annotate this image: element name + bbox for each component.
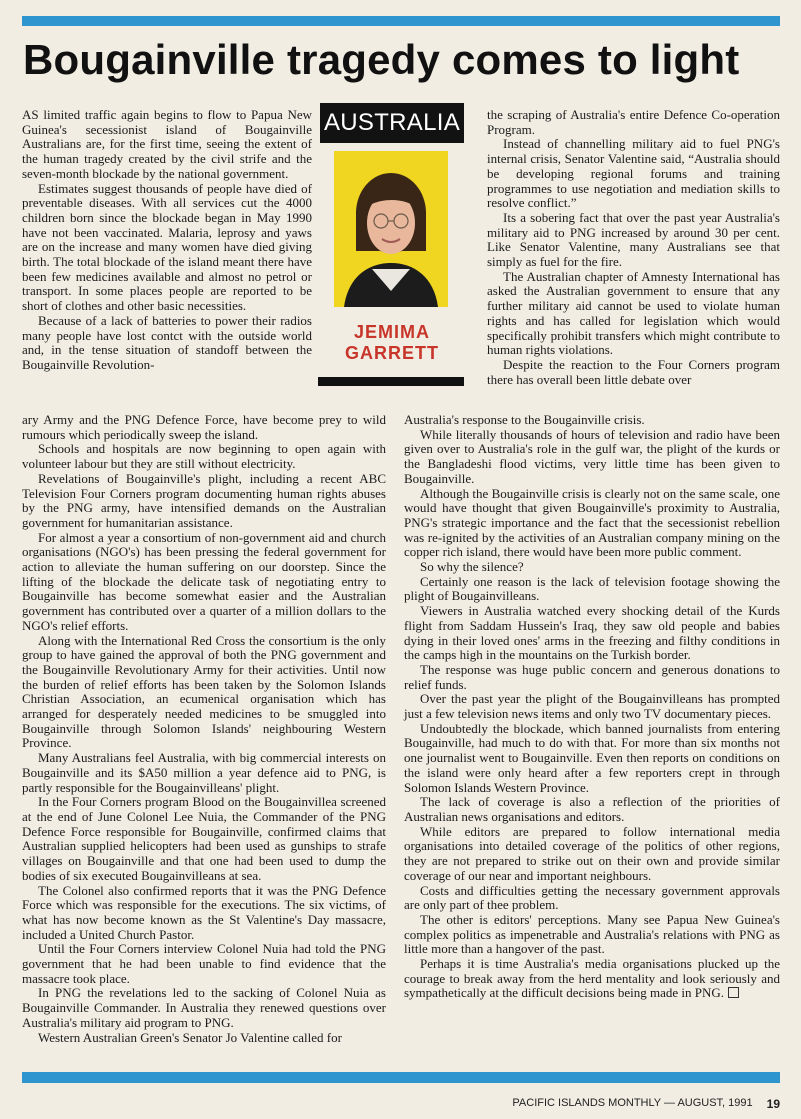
article-paragraph: Australia's response to the Bougainville crisis.: [404, 412, 645, 427]
article-paragraph: Its a sobering fact that over the past year Australia's military aid to PNG increased by around 30 per cent. Like Senator Valentine, many Australians see that simply as fuel for the fire.: [487, 209, 780, 270]
article-paragraph: AS limited traffic again begins to flow to Papua New Guinea's secessionist island of Bougainville Australians are, for the first time, seeing the extent of the human tragedy created by the civil strife and the seven-month blockade by the national government.: [22, 107, 312, 181]
page-number: 19: [766, 1097, 780, 1111]
article-paragraph: Schools and hospitals are now beginning to open again with volunteer labour but they are still without electricity.: [22, 441, 386, 472]
footer-publication: PACIFIC ISLANDS MONTHLY — AUGUST, 1991: [512, 1097, 753, 1109]
article-paragraph: So why the silence?: [420, 559, 524, 575]
article-paragraph: Although the Bougainville crisis is clearly not on the same scale, one would have thought that given Bougainville's proximity to Australia, PNG's strategic importance and the fact that the secessionist rebellion was re-ignited by the activities of an Australian company mining on the copper rich island, there would have been more public comment.: [404, 485, 780, 560]
article-paragraph: Perhaps it is time Australia's media organisations plucked up the courage to break away from the herd mentality and look seriously and sympathetically at the difficult decisions being made in PNG.: [404, 956, 780, 1001]
article-paragraph: The Colonel also confirmed reports that it was the PNG Defence Force which was responsible for the executions. The six victims, of what has now become known as the St Valentine's Day massacre, included a United Church Pastor.: [22, 882, 386, 942]
article-paragraph: Undoubtedly the blockade, which banned journalists from entering Bougainville, had much to do with that. For more than six months not one journalist went to Bougainville. Even then reports on conditions on the island were only heard after a few reporters crept in through Solomon Islands Western Province.: [404, 720, 780, 795]
article-paragraph: Certainly one reason is the lack of television footage showing the plight of Bougainvilleans.: [404, 573, 780, 604]
article-paragraph: Costs and difficulties getting the necessary government approvals are only part of thee problem.: [404, 882, 780, 913]
article-paragraph: While editors are prepared to follow international media organisations into detailed coverage of the politics of other regions, they are not prepared to strike out on their own and provide similar coverage of our near and important neighbours.: [404, 823, 780, 883]
article-paragraph: Along with the International Red Cross the consortium is the only group to have gained the approval of both the PNG government and the Bougainville Revolutionary Army for their activities. Until now the burden of relief efforts has been taken by the Solomon Islands Christian Association, an ecumenical organisation which has arranged for desperately needed medicines to be smuggled into Bougainville through Solomon Islands' neighbouring Western Province.: [22, 632, 386, 751]
article-paragraph: While literally thousands of hours of television and radio have been given over to Australia's role in the gulf war, the plight of the kurds or the Bangladeshi flood victims, very little time has been given to Bougainville.: [404, 426, 780, 486]
author-first-name: JEMIMA: [353, 322, 430, 342]
top-accent-bar: [22, 16, 780, 26]
article-paragraph: Despite the reaction to the Four Corners program there has overall been little debate over: [487, 356, 780, 387]
article-paragraph: Until the Four Corners interview Colonel Nuia had told the PNG government that he had been unable to find evidence that the massacre took place.: [22, 941, 386, 986]
author-last-name: GARRETT: [345, 343, 439, 363]
article-paragraph: The response was huge public concern and generous donations to relief funds.: [404, 661, 780, 692]
article-paragraph: Viewers in Australia watched every shocking detail of the Kurds flight from Saddam Hussein's Iraq, they saw old people and babies dying in their loved ones' arms in the freezing and filthy conditions in the camps high in the mountains on the Turkish border.: [404, 603, 780, 663]
article-column-left-bottom: [22, 413, 386, 1045]
article-paragraph: The Australian chapter of Amnesty International has asked the Australian government to ensure that any further military aid cannot be used to violate human rights and has called for legislation which would specifically prohibit transfers which might contribute to human rights violations.: [487, 268, 780, 358]
page-footer: [500, 1097, 780, 1111]
article-column-left-top: [22, 108, 312, 373]
end-of-article-icon: [728, 987, 739, 998]
author-byline: [320, 322, 464, 364]
article-paragraph: ary Army and the PNG Defence Force, have become prey to wild rumours which periodically sweep the island.: [22, 412, 386, 442]
region-badge: AUSTRALIA: [320, 103, 464, 143]
article-paragraph: the scraping of Australia's entire Defence Co-operation Program.: [487, 107, 780, 137]
headline: Bougainville tragedy comes to light: [23, 36, 740, 83]
article-paragraph: The other is editors' perceptions. Many see Papua New Guinea's complex politics as impenetrable and Australia's relations with PNG as little more than a hangover of the past.: [404, 911, 780, 957]
article-paragraph: Western Australian Green's Senator Jo Valentine called for: [38, 1029, 342, 1045]
article-paragraph: For almost a year a consortium of non-government aid and church organisations (NGO's) has been pressing the federal government for action to alleviate the human suffering on our doorstep. Since the lifting of the blockade the delicate task of negotiating entry to Bougainville has become somewhat easier and the Australian government has contributed over a quarter of a million dollars to the NGO's relief efforts.: [22, 529, 386, 633]
author-photo: [334, 151, 448, 307]
article-paragraph: Revelations of Bougainville's plight, including a recent ABC Television Four Corners program documenting human rights abuses by the PNG army, have intensified demands on the Australian government for humanitarian assistance.: [22, 470, 386, 530]
article-paragraph: Many Australians feel Australia, with big commercial interests on Bougainville and its $A50 million a year defence aid to PNG, is partly responsible for the Bougainvilleans' plight.: [22, 750, 386, 795]
article-paragraph: Estimates suggest thousands of people have died of preventable diseases. With all services cut the 4000 children born since the blockade began in May 1990 have not been vaccinated. Malaria, leprosy and yaws are on the increase and many women have died giving birth. The total blockade of the island meant there have been few medicines available and almost no petrol or transport. In some places people are reported to be short of clothes and other basic necessities.: [22, 180, 312, 314]
article-paragraph: The lack of coverage is also a reflection of the priorities of Australian news organisations and editors.: [404, 794, 780, 824]
article-paragraph: In PNG the revelations led to the sacking of Colonel Nuia as Bougainville Commander. In Australia they renewed questions over Australia's military aid program to PNG.: [22, 985, 386, 1030]
article-column-right-top: [487, 108, 780, 387]
article-paragraph: Instead of channelling military aid to fuel PNG's internal crisis, Senator Valentine said, “Australia should be developing regional forums and training programmes to use negotiation and mediation skills to resolve conflict.”: [487, 136, 780, 211]
bottom-accent-bar: [22, 1072, 780, 1083]
article-paragraph: In the Four Corners program Blood on the Bougainvillea screened at the end of June Colonel Lee Nuia, the Commander of the PNG Defence Force responsible for Bougainville, confirmed claims that Australian supplied helicopters had been used as gunships to strafe villages on Bougainville and that one had been used to dump the bodies of six executed Bougainvilleans at sea.: [22, 794, 386, 883]
article-column-right-bottom: [404, 413, 780, 1001]
author-portrait-image: [334, 151, 448, 307]
byline-rule: [318, 377, 464, 386]
article-paragraph: Because of a lack of batteries to power their radios many people have lost contct with the outside world and, in the tense situation of standoff between the Bougainville Revolution-: [22, 312, 312, 372]
article-paragraph: Over the past year the plight of the Bougainvilleans has prompted just a few television news items and only two TV documentary pieces.: [404, 691, 780, 722]
